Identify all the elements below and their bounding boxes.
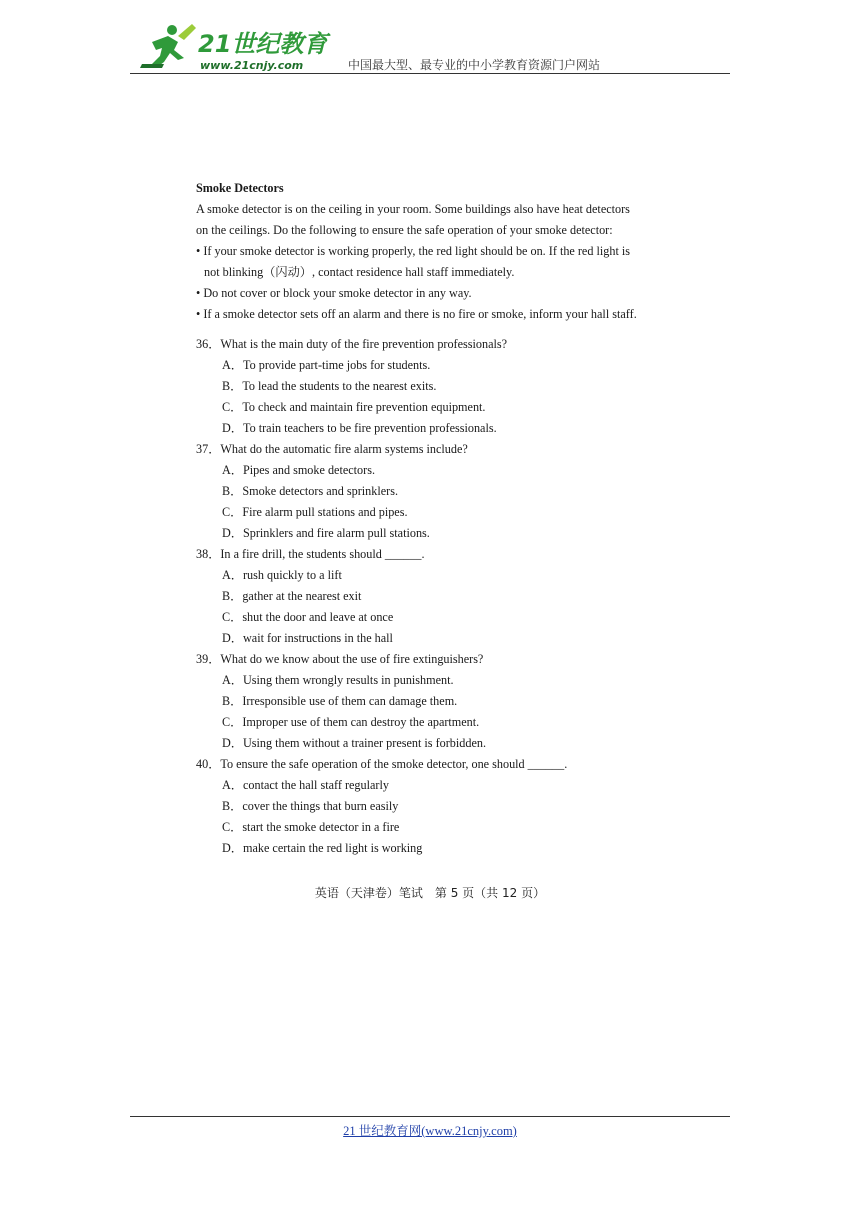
question-text: 37．What do the automatic fire alarm systems include? — [196, 442, 468, 456]
bullet-item: • Do not cover or block your smoke detector in any way. — [196, 286, 472, 300]
question-39 — [196, 649, 676, 754]
question-38 — [196, 544, 676, 649]
question-37 — [196, 439, 676, 544]
answer-option[interactable]: C．Fire alarm pull stations and pipes. — [222, 505, 408, 519]
question-text: 36．What is the main duty of the fire prevention professionals? — [196, 337, 508, 351]
question-40 — [196, 754, 676, 859]
answer-option[interactable]: B．Irresponsible use of them can damage them. — [222, 694, 458, 708]
question-text: 38．In a fire drill, the students should ______. — [196, 547, 425, 561]
passage-and-questions — [196, 178, 676, 859]
bullet-text: • If your smoke detector is working properly, the red light should be on. If the red light is — [196, 244, 631, 258]
bullet-item — [196, 241, 676, 283]
site-tagline: 中国最大型、最专业的中小学教育资源门户网站 — [348, 58, 601, 72]
passage-intro-line: A smoke detector is on the ceiling in your room. Some buildings also have heat detectors — [196, 202, 630, 216]
answer-option[interactable]: A．Using them wrongly results in punishment. — [222, 673, 454, 687]
page-number-label: 英语（天津卷）笔试 第 5 页（共 12 页） — [314, 886, 546, 900]
bullet-text-continued: not blinking（闪动）, contact residence hall staff immediately. — [204, 265, 515, 279]
question-36 — [196, 334, 676, 439]
passage-intro-line: on the ceilings. Do the following to ensure the safe operation of your smoke detector: — [196, 223, 613, 237]
footer-divider — [130, 1116, 730, 1117]
answer-option[interactable]: A．rush quickly to a lift — [222, 568, 342, 582]
answer-option[interactable]: C．Improper use of them can destroy the apartment. — [222, 715, 480, 729]
answer-option[interactable]: A．contact the hall staff regularly — [222, 778, 389, 792]
answer-option[interactable]: D．make certain the red light is working — [222, 841, 423, 855]
passage-title: Smoke Detectors — [196, 181, 284, 195]
answer-option[interactable]: B．Smoke detectors and sprinklers. — [222, 484, 399, 498]
answer-option[interactable]: C．shut the door and leave at once — [222, 610, 394, 624]
answer-option[interactable]: B．To lead the students to the nearest exits. — [222, 379, 437, 393]
answer-option[interactable]: A．To provide part-time jobs for students. — [222, 358, 431, 372]
answer-option[interactable]: D．To train teachers to be fire prevention professionals. — [222, 421, 497, 435]
page-header — [130, 20, 730, 74]
site-logo[interactable] — [134, 20, 344, 74]
question-text: 39．What do we know about the use of fire extinguishers? — [196, 652, 484, 666]
question-text: 40．To ensure the safe operation of the smoke detector, one should ______. — [196, 757, 568, 771]
answer-option[interactable]: A．Pipes and smoke detectors. — [222, 463, 375, 477]
answer-option[interactable]: D．Sprinklers and fire alarm pull stations. — [222, 526, 430, 540]
answer-option[interactable]: B．cover the things that burn easily — [222, 799, 399, 813]
svg-text:21世纪教育: 21世纪教育 — [198, 30, 328, 58]
bullet-item: • If a smoke detector sets off an alarm and there is no fire or smoke, inform your hall staff. — [196, 307, 637, 321]
answer-option[interactable]: D．wait for instructions in the hall — [222, 631, 393, 645]
answer-option[interactable]: C．To check and maintain fire prevention equipment. — [222, 400, 486, 414]
header-divider — [130, 73, 730, 74]
svg-text:www.21cnjy.com: www.21cnjy.com — [200, 59, 304, 72]
answer-option[interactable]: B．gather at the nearest exit — [222, 589, 362, 603]
answer-option[interactable]: C．start the smoke detector in a fire — [222, 820, 400, 834]
runner-icon — [140, 24, 196, 68]
footer-site-link[interactable]: 21 世纪教育网(www.21cnjy.com) — [343, 1124, 517, 1138]
answer-option[interactable]: D．Using them without a trainer present is forbidden. — [222, 736, 487, 750]
